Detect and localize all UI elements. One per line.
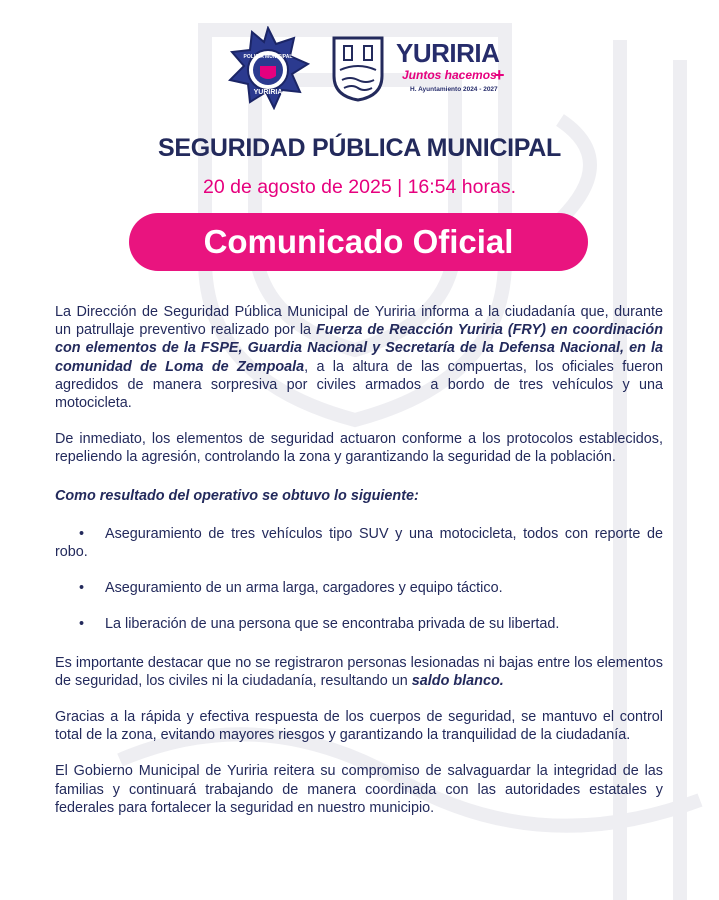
intro-text-end: , a la altura de las compuertas, los oficiales fueron agredidos de manera sorpresiva por civiles armados a bordo de tres vehículos y una motocicleta. [55,358,663,412]
bullet-icon: • [79,580,85,597]
list-item [55,615,663,633]
official-communique-banner: Comunicado Oficial [129,213,588,271]
important-paragraph [55,654,663,690]
government-paragraph: El Gobierno Municipal de Yuriria reitera su compromiso de salvaguardar la integridad de las familias y continuará trabajando de manera coordinada con las autoridades estatales y federales para fortalecer la seguridad en nuestro municipio. [55,763,663,816]
list-item [55,579,663,597]
intro-text-start: La Dirección de Seguridad Pública Municipal de Yuriria informa a la ciudadanía que, durante un patrullaje preventivo realizado por la [55,304,663,339]
intro-paragraph [55,303,663,412]
police-badge-text [226,26,310,110]
coat-of-arms-icon [330,34,386,102]
header-logos [0,26,719,110]
brand-subtitle: H. Ayuntamiento 2024 - 2027 [410,86,498,93]
list-item-text: La liberación de una persona que se encontraba privada de su libertad. [105,616,560,633]
brand-slogan: Juntos hacemos [402,68,497,82]
important-text-bold: saldo blanco. [411,672,504,689]
yuriria-brand-logo [394,38,514,102]
publication-date: 20 de agosto de 2025 | 16:54 horas. [203,176,516,198]
important-text-start: Es importante destacar que no se registraron personas lesionadas ni bajas entre los elementos de seguridad, los civiles ni la ciudadanía, resultando un [55,654,663,689]
list-item-text: Aseguramiento de tres vehículos tipo SUV y una motocicleta, todos con reporte de robo. [55,525,663,561]
brand-name: YURIRIA [396,38,500,68]
bullet-icon: • [79,616,85,633]
communique-body [55,303,663,817]
results-heading: Como resultado del operativo se obtuvo lo siguiente: [55,487,419,504]
thanks-paragraph: Gracias a la rápida y efectiva respuesta de los cuerpos de seguridad, se mantuvo el control total de la zona, evitando mayores riesgos y garantizando la tranquilidad de la ciudadanía. [55,709,663,744]
badge-text-top: POLICÍA MUNICIPAL [243,54,293,60]
badge-text-bottom: YURIRIA [253,89,283,96]
list-item-text: Aseguramiento de un arma larga, cargadores y equipo táctico. [105,580,503,597]
page-title: SEGURIDAD PÚBLICA MUNICIPAL [157,134,561,162]
bullet-icon: • [79,525,85,542]
intro-text-bold: Fuerza de Reacción Yuriria (FRY) en coordinación con elementos de la FSPE, Guardia Nacional y Secretaría de la Defensa Nacional, en la comunidad de Loma de Zempoala [55,322,663,375]
reaction-paragraph: De inmediato, los elementos de seguridad actuaron conforme a los protocolos establecidos, repeliendo la agresión, controlando la zona y garantizando la seguridad de la población. [55,431,663,466]
brand-plus-icon: + [494,65,505,85]
list-item [55,525,663,561]
